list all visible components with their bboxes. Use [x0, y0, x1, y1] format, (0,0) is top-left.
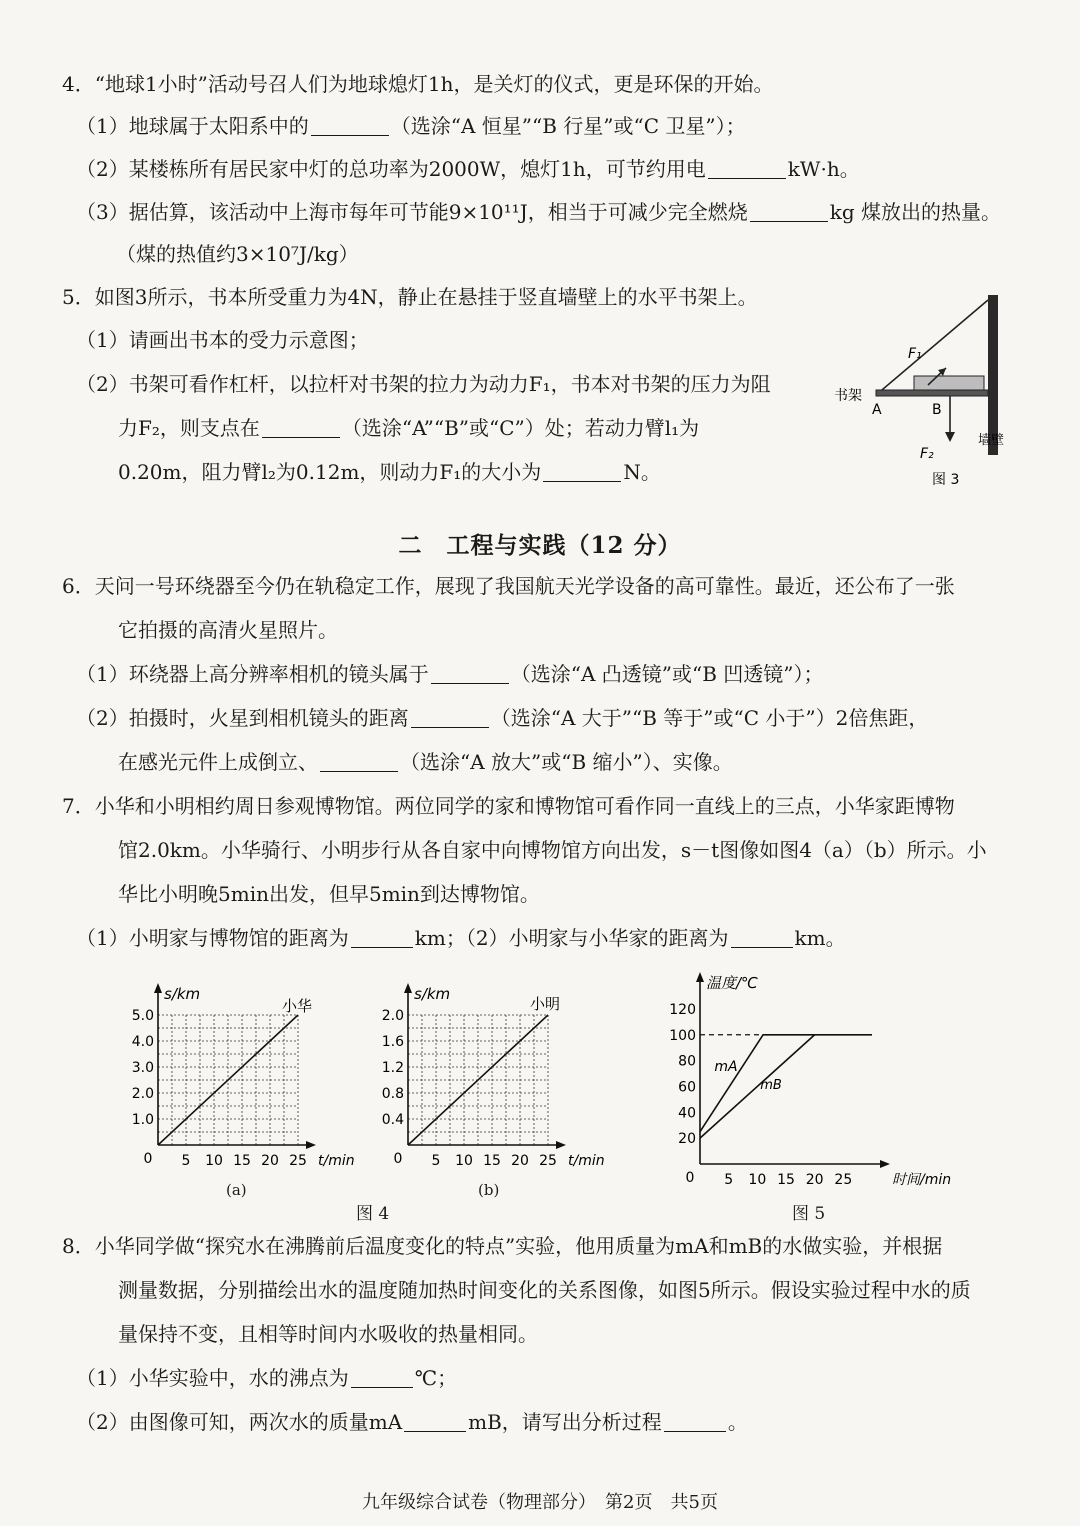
- y-tick-label: 120: [669, 1001, 696, 1018]
- f2-arrowhead: [945, 432, 955, 442]
- q8-stem-b: 测量数据，分别描绘出水的温度随加热时间变化的关系图像，如图5所示。假设实验过程中水的质: [118, 1278, 971, 1302]
- q5-part2-unit: N。: [623, 460, 661, 484]
- answer-blank[interactable]: [664, 1411, 726, 1432]
- q5-part2-b: [118, 414, 699, 442]
- q4-part3: [76, 198, 1001, 226]
- q4-part1-text: （1）地球属于太阳系中的: [76, 114, 309, 138]
- caption-b: (b): [478, 1181, 500, 1199]
- answer-blank[interactable]: [708, 158, 786, 179]
- q6-stem-b: 它拍摄的高清火星照片。: [118, 618, 338, 642]
- q6-part1: [76, 660, 824, 688]
- y-tick-label: 100: [669, 1027, 696, 1044]
- q4-part2: [76, 155, 860, 183]
- q6-part2: [76, 704, 928, 732]
- origin-label: 0: [685, 1170, 695, 1186]
- answer-blank[interactable]: [262, 417, 340, 438]
- answer-blank[interactable]: [311, 115, 389, 136]
- q7-stem-b: 馆2.0km。小华骑行、小明步行从各自家中向博物馆方向出发，s－t图像如图4（a）（b）所示。小: [118, 838, 987, 862]
- q4-part1-options: （选涂“A 恒星”“B 行星”或“C 卫星”）；: [390, 114, 746, 138]
- page-footer: 九年级综合试卷（物理部分） 第2页 共5页: [362, 1492, 718, 1513]
- figure-5-caption: 图 5: [792, 1204, 826, 1224]
- y-tick-label: 4.0: [131, 1034, 154, 1050]
- q6-part1-options: （选涂“A 凸透镜”或“B 凹透镜”）；: [510, 662, 824, 686]
- q5-part2-options: （选涂“A”“B”或“C”）处；若动力臂l₁为: [341, 416, 700, 440]
- x-axis-arrow: [880, 1160, 890, 1168]
- q5-part2-text: 力F₂，则支点在: [118, 416, 260, 440]
- book: [914, 376, 984, 390]
- shelf: [876, 390, 988, 396]
- q5-part2-c: [118, 458, 661, 486]
- y-tick-label: 1.0: [131, 1112, 154, 1128]
- x-tick-label: 15: [233, 1153, 251, 1169]
- series-label: 小明: [530, 995, 561, 1013]
- figure-3-bookshelf: [828, 290, 1028, 490]
- x-axis-arrow: [556, 1141, 566, 1149]
- y-tick-label: 2.0: [131, 1086, 154, 1102]
- q4-part3-unit: kg 煤放出的热量。: [829, 200, 1001, 224]
- q4-part3-text: （3）据估算，该活动中上海市每年可节能9×10¹¹J，相当于可减少完全燃烧: [76, 200, 748, 224]
- series-label: 小华: [282, 997, 313, 1015]
- answer-blank[interactable]: [731, 927, 793, 948]
- series-line-mA: [700, 1035, 872, 1132]
- q7-stem-a: 7．小华和小明相约周日参观博物馆。两位同学的家和博物馆可看作同一直线上的三点，小华家距博物: [62, 794, 955, 818]
- origin-label: 0: [393, 1151, 403, 1167]
- q7-stem-c: 华比小明晚5min出发，但早5min到达博物馆。: [118, 882, 540, 906]
- y-axis-label: s/km: [164, 985, 201, 1003]
- wall: [988, 295, 998, 455]
- answer-blank[interactable]: [431, 663, 509, 684]
- y-tick-label: 5.0: [131, 1008, 154, 1024]
- q5-part1: （1）请画出书本的受力示意图；: [76, 328, 369, 352]
- q8-part1: [76, 1364, 457, 1392]
- answer-blank[interactable]: [351, 1367, 413, 1388]
- q7-part1-text: （1）小明家与博物馆的距离为: [76, 926, 349, 950]
- x-axis-arrow: [306, 1141, 316, 1149]
- q6-part2-options: （选涂“A 大于”“B 等于”或“C 小于”）2倍焦距，: [490, 706, 929, 730]
- q8-stem-a: 8．小华同学做“探究水在沸腾前后温度变化的特点”实验，他用质量为mA和mB的水做实验，并根据: [62, 1234, 943, 1258]
- q4-part2-unit: kW·h。: [787, 157, 860, 181]
- label-b: B: [932, 402, 942, 418]
- y-axis-label: s/km: [414, 985, 451, 1003]
- answer-blank[interactable]: [351, 927, 413, 948]
- q7-part2-unit: km。: [794, 926, 846, 950]
- y-tick-label: 20: [678, 1131, 696, 1148]
- answer-blank[interactable]: [320, 751, 398, 772]
- y-axis-arrow: [154, 983, 162, 993]
- x-tick-label: 10: [205, 1153, 223, 1169]
- answer-blank[interactable]: [543, 461, 621, 482]
- x-tick-label: 10: [748, 1172, 767, 1188]
- q8-part2-text: （2）由图像可知，两次水的质量mA: [76, 1410, 403, 1434]
- y-tick-label: 2.0: [381, 1008, 404, 1024]
- q6-part2-options2: （选涂“A 放大”或“B 缩小”）、实像。: [400, 750, 733, 774]
- q8-part2-text2: mB，请写出分析过程: [468, 1410, 662, 1434]
- x-tick-label: 25: [289, 1153, 307, 1169]
- q8-part1-text: （1）小华实验中，水的沸点为: [76, 1366, 349, 1390]
- q7-parts: [76, 924, 846, 952]
- q6-part2-text2: 在感光元件上成倒立、: [118, 750, 318, 774]
- y-tick-label: 1.6: [381, 1034, 404, 1050]
- q4-part1: [76, 112, 746, 140]
- x-tick-label: 20: [805, 1172, 824, 1188]
- answer-blank[interactable]: [411, 707, 489, 728]
- series-label-mb: mB: [760, 1078, 782, 1094]
- x-axis-label: t/min: [568, 1153, 605, 1169]
- answer-blank[interactable]: [404, 1411, 466, 1432]
- q6-stem-a: 6．天问一号环绕器至今仍在轨稳定工作，展现了我国航天光学设备的高可靠性。最近，还公布了一张: [62, 574, 955, 598]
- label-f1: F₁: [908, 346, 922, 362]
- series-line-mB: [700, 1035, 815, 1138]
- q5-part2-text2: 0.20m，阻力臂l₂为0.12m，则动力F₁的大小为: [118, 460, 542, 484]
- x-tick-label: 25: [834, 1172, 853, 1188]
- y-tick-label: 0.4: [381, 1112, 404, 1128]
- y-axis-label: 温度/℃: [706, 974, 758, 992]
- label-a: A: [872, 402, 882, 418]
- q6-part2-cont: [118, 748, 733, 776]
- q6-part1-text: （1）环绕器上高分辨率相机的镜头属于: [76, 662, 429, 686]
- figure-4-caption: 图 4: [356, 1204, 390, 1224]
- chart-4b: [368, 975, 608, 1200]
- y-tick-label: 1.2: [381, 1060, 404, 1076]
- origin-label: 0: [143, 1151, 153, 1167]
- q6-part2-text: （2）拍摄时，火星到相机镜头的距离: [76, 706, 409, 730]
- y-tick-label: 0.8: [381, 1086, 404, 1102]
- q8-part2: [76, 1408, 748, 1436]
- y-tick-label: 3.0: [131, 1060, 154, 1076]
- q4-part2-text: （2）某楼栋所有居民家中灯的总功率为2000W，熄灯1h，可节约用电: [76, 157, 706, 181]
- q5-stem: 5．如图3所示，书本所受重力为4N，静止在悬挂于竖直墙壁上的水平书架上。: [62, 285, 758, 309]
- x-tick-label: 10: [455, 1153, 473, 1169]
- x-tick-label: 5: [431, 1153, 441, 1169]
- q5-part2-a: （2）书架可看作杠杆，以拉杆对书架的拉力为动力F₁，书本对书架的压力为阻: [76, 372, 771, 396]
- label-f2: F₂: [920, 446, 934, 462]
- y-tick-label: 60: [678, 1079, 696, 1096]
- x-tick-label: 25: [539, 1153, 557, 1169]
- answer-blank[interactable]: [750, 201, 828, 222]
- y-axis-arrow: [696, 972, 704, 982]
- series-label-ma: mA: [714, 1058, 738, 1075]
- x-tick-label: 20: [261, 1153, 279, 1169]
- q4-part3-note: （煤的热值约3×10⁷J/kg）: [116, 242, 359, 266]
- x-axis-label: 时间/min: [892, 1172, 952, 1188]
- caption-a: (a): [226, 1181, 247, 1199]
- label-shelf: 书架: [834, 388, 862, 404]
- label-wall: 墙壁: [978, 433, 1005, 448]
- x-tick-label: 15: [777, 1172, 795, 1188]
- figure-3-caption: 图 3: [932, 472, 960, 488]
- q4-stem: 4．“地球1小时”活动号召人们为地球熄灯1h，是关灯的仪式，更是环保的开始。: [62, 72, 774, 96]
- q8-part1-unit: ℃；: [414, 1366, 458, 1390]
- y-tick-label: 40: [678, 1105, 696, 1122]
- x-tick-label: 5: [724, 1172, 734, 1188]
- x-tick-label: 5: [181, 1153, 191, 1169]
- chart-4a: [118, 975, 355, 1200]
- q7-part2-text: km；（2）小明家与小华家的距离为: [414, 926, 729, 950]
- q8-stem-c: 量保持不变，且相等时间内水吸收的热量相同。: [118, 1322, 538, 1346]
- section-2-title: 二 工程与实践（12 分）: [398, 532, 682, 559]
- chart-5: [660, 968, 960, 1200]
- x-axis-label: t/min: [318, 1153, 355, 1169]
- y-axis-arrow: [404, 983, 412, 993]
- x-tick-label: 20: [511, 1153, 529, 1169]
- q8-part2-end: 。: [727, 1410, 748, 1434]
- y-tick-label: 80: [678, 1053, 696, 1070]
- x-tick-label: 15: [483, 1153, 501, 1169]
